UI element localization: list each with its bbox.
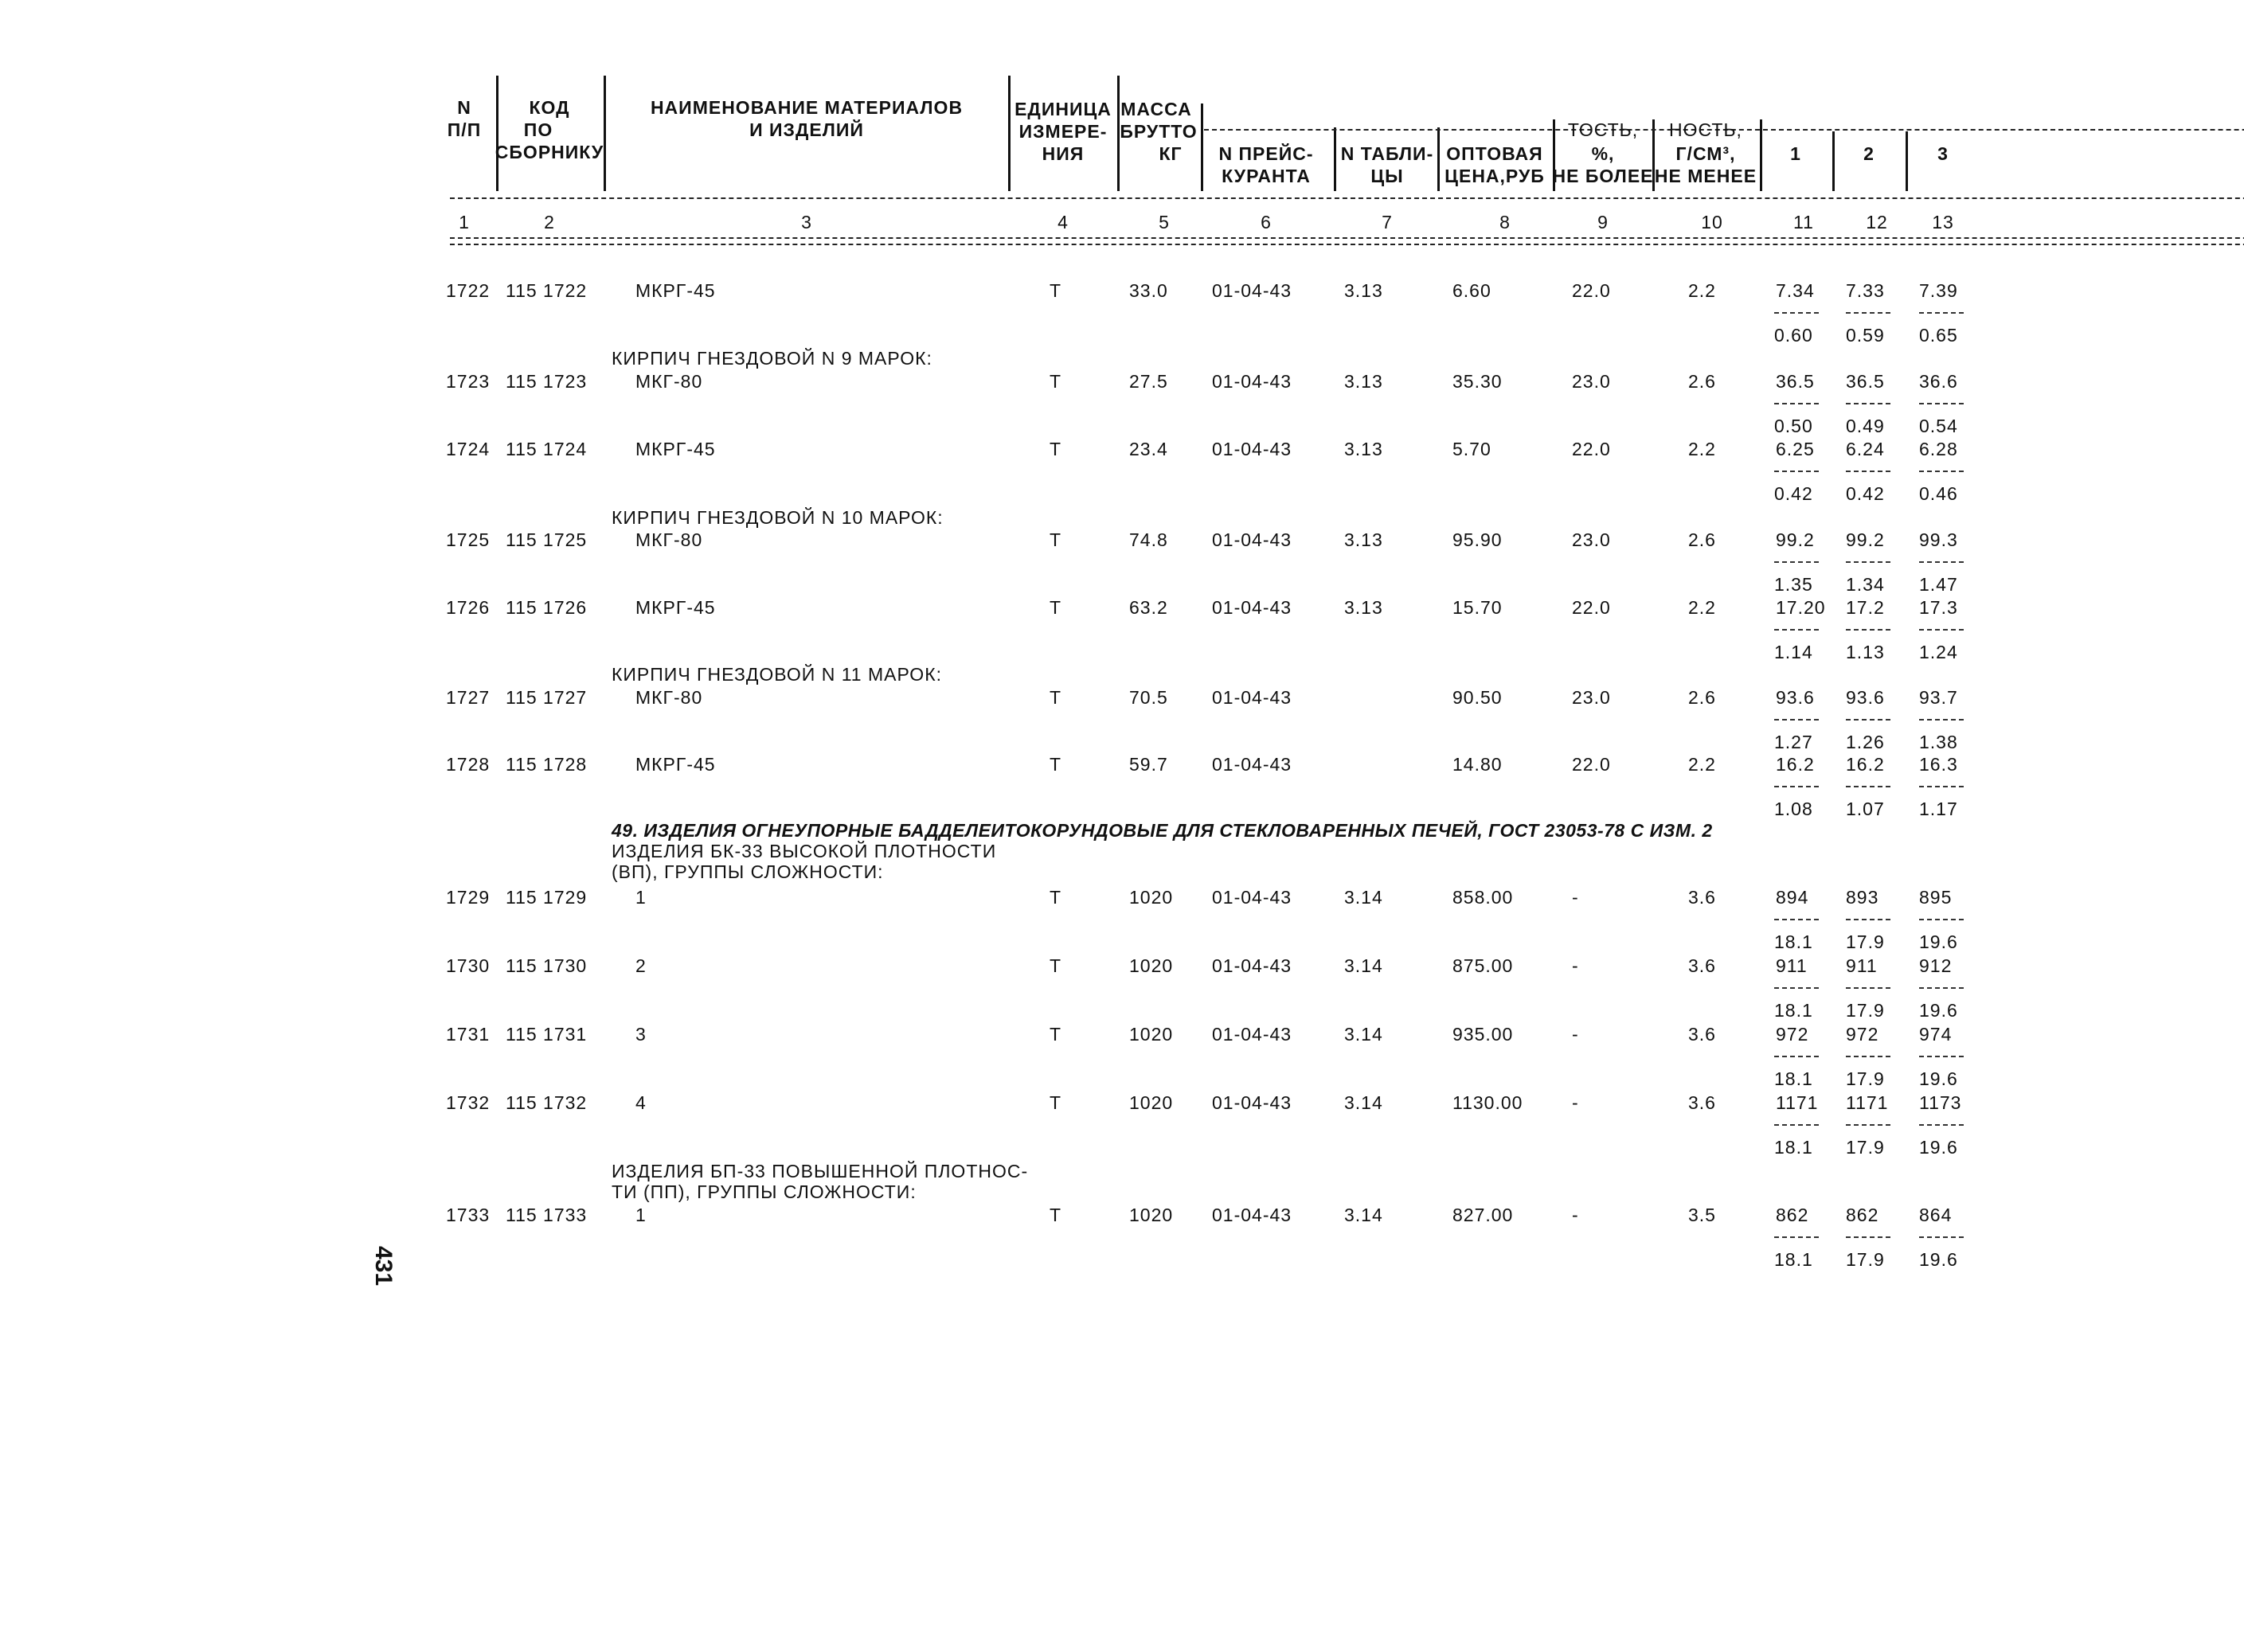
header-divider [450, 197, 2244, 199]
cell-name: МКРГ-45 [635, 597, 716, 618]
cell-p3: 93.7 [1919, 687, 1958, 708]
fraction-divider [1919, 1056, 1964, 1057]
cell-porosity: 22.0 [1572, 439, 1611, 459]
header-col9: %, [1591, 143, 1615, 164]
cell-price: 935.00 [1452, 1024, 1514, 1045]
cell-p1: 36.5 [1776, 371, 1815, 392]
header-separator [496, 76, 498, 191]
cell-p3: 17.3 [1919, 597, 1958, 618]
fraction-divider [1846, 719, 1890, 721]
fraction-divider [1919, 987, 1964, 989]
group-heading: КИРПИЧ ГНЕЗДОВОЙ N 11 МАРОК: [612, 664, 942, 685]
cell-q1: 18.1 [1774, 931, 1813, 952]
cell-density: 3.6 [1688, 1092, 1716, 1113]
cell-q3: 1.17 [1919, 799, 1958, 819]
fraction-divider [1846, 471, 1890, 472]
cell-price-list: 01-04-43 [1212, 1024, 1292, 1045]
cell-porosity: - [1572, 1092, 1579, 1113]
fraction-divider [1774, 629, 1819, 631]
cell-p1: 17.20 [1776, 597, 1826, 618]
cell-q2: 1.13 [1846, 642, 1885, 662]
cell-p1: 93.6 [1776, 687, 1815, 708]
cell-mass: 33.0 [1129, 280, 1168, 301]
cell-n: 1732 [446, 1092, 491, 1113]
cell-price-list: 01-04-43 [1212, 887, 1292, 908]
cell-n: 1728 [446, 754, 491, 775]
column-number: 1 [459, 212, 470, 232]
cell-name: МКРГ-45 [635, 754, 716, 775]
cell-mass: 1020 [1129, 1205, 1174, 1225]
cell-density: 2.6 [1688, 687, 1716, 708]
cell-price: 827.00 [1452, 1205, 1514, 1225]
cell-p2: 972 [1846, 1024, 1879, 1045]
group-heading: КИРПИЧ ГНЕЗДОВОЙ N 10 МАРОК: [612, 507, 944, 528]
cell-q1: 18.1 [1774, 1249, 1813, 1270]
header-divider [450, 244, 2244, 245]
fraction-divider [1846, 403, 1890, 404]
cell-density: 2.6 [1688, 529, 1716, 550]
header-separator [1008, 76, 1011, 191]
cell-table: 3.14 [1344, 887, 1383, 908]
cell-porosity: - [1572, 1024, 1579, 1045]
cell-n: 1731 [446, 1024, 491, 1045]
column-number: 6 [1261, 212, 1272, 232]
group-heading: ИЗДЕЛИЯ БК-33 ВЫСОКОЙ ПЛОТНОСТИ [612, 841, 997, 861]
cell-q2: 17.9 [1846, 931, 1885, 952]
cell-code: 115 1732 [506, 1092, 588, 1113]
cell-q1: 0.42 [1774, 483, 1813, 504]
header-col7: N ТАБЛИ- [1340, 143, 1434, 164]
cell-table: 3.14 [1344, 955, 1383, 976]
cell-table: 3.14 [1344, 1205, 1383, 1225]
cell-q2: 17.9 [1846, 1137, 1885, 1158]
cell-p2: 911 [1846, 955, 1878, 976]
header-col6: КУРАНТА [1222, 166, 1311, 186]
cell-p1: 862 [1776, 1205, 1809, 1225]
cell-name: 1 [635, 887, 647, 908]
cell-unit: Т [1050, 280, 1062, 301]
page-number: 431 [370, 1246, 397, 1287]
cell-mass: 27.5 [1129, 371, 1168, 392]
header-col10: Г/СМ³, [1675, 143, 1736, 164]
section-title: 49. ИЗДЕЛИЯ ОГНЕУПОРНЫЕ БАДДЕЛЕИТОКОРУНДОВЫЕ ДЛЯ СТЕКЛОВАРЕННЫХ ПЕЧЕЙ, ГОСТ 23053-78 С ИЗМ. 2 [612, 820, 1713, 841]
cell-porosity: 23.0 [1572, 687, 1611, 708]
header-col5: КГ [1159, 143, 1183, 164]
cell-unit: Т [1050, 955, 1062, 976]
cell-price: 6.60 [1452, 280, 1491, 301]
cell-density: 3.6 [1688, 955, 1716, 976]
cell-price-list: 01-04-43 [1212, 597, 1292, 618]
cell-porosity: - [1572, 955, 1579, 976]
cell-q1: 18.1 [1774, 1000, 1813, 1021]
cell-table: 3.14 [1344, 1092, 1383, 1113]
cell-unit: Т [1050, 887, 1062, 908]
cell-unit: Т [1050, 371, 1062, 392]
fraction-divider [1774, 561, 1819, 563]
header-separator [1334, 127, 1336, 191]
header-separator [604, 76, 606, 191]
column-number: 2 [544, 212, 555, 232]
cell-p2: 36.5 [1846, 371, 1885, 392]
cell-p3: 36.6 [1919, 371, 1958, 392]
header-divider [450, 237, 2244, 239]
fraction-divider [1774, 1236, 1819, 1238]
cell-unit: Т [1050, 1092, 1062, 1113]
cell-unit: Т [1050, 529, 1062, 550]
cell-unit: Т [1050, 439, 1062, 459]
fraction-divider [1919, 629, 1964, 631]
cell-name: МКРГ-45 [635, 439, 716, 459]
cell-p3: 99.3 [1919, 529, 1958, 550]
cell-price-list: 01-04-43 [1212, 955, 1292, 976]
fraction-divider [1919, 471, 1964, 472]
cell-porosity: 22.0 [1572, 754, 1611, 775]
header-col10: НЕ МЕНЕЕ [1654, 166, 1757, 186]
cell-n: 1727 [446, 687, 491, 708]
cell-mass: 74.8 [1129, 529, 1168, 550]
header-col2: КОД [529, 97, 570, 118]
cell-p1: 6.25 [1776, 439, 1815, 459]
cell-p3: 16.3 [1919, 754, 1958, 775]
cell-n: 1723 [446, 371, 491, 392]
header-col12: 2 [1863, 143, 1875, 164]
cell-unit: Т [1050, 597, 1062, 618]
cell-code: 115 1722 [506, 280, 588, 301]
cell-n: 1730 [446, 955, 491, 976]
cell-table: 3.13 [1344, 371, 1383, 392]
column-number: 3 [801, 212, 812, 232]
cell-p3: 912 [1919, 955, 1953, 976]
cell-code: 115 1723 [506, 371, 588, 392]
header-col3: НАИМЕНОВАНИЕ МАТЕРИАЛОВ [650, 97, 964, 118]
column-number: 11 [1793, 212, 1814, 232]
fraction-divider [1774, 312, 1819, 314]
fraction-divider [1774, 1056, 1819, 1057]
cell-q1: 1.35 [1774, 574, 1813, 595]
header-col1: П/П [447, 119, 482, 140]
cell-q3: 1.47 [1919, 574, 1958, 595]
cell-price-list: 01-04-43 [1212, 687, 1292, 708]
fraction-divider [1846, 786, 1890, 787]
cell-p3: 864 [1919, 1205, 1953, 1225]
cell-price: 15.70 [1452, 597, 1503, 618]
header-col9: НЕ БОЛЕЕ [1552, 166, 1654, 186]
cell-table: 3.13 [1344, 529, 1383, 550]
cell-p1: 7.34 [1776, 280, 1815, 301]
cell-unit: Т [1050, 687, 1062, 708]
fraction-divider [1846, 1056, 1890, 1057]
fraction-divider [1919, 786, 1964, 787]
cell-n: 1726 [446, 597, 491, 618]
cell-q1: 18.1 [1774, 1137, 1813, 1158]
header-col7: ЦЫ [1370, 166, 1404, 186]
cell-mass: 1020 [1129, 887, 1174, 908]
cell-q3: 19.6 [1919, 1068, 1958, 1089]
cell-n: 1725 [446, 529, 491, 550]
column-number: 13 [1932, 212, 1954, 232]
cell-code: 115 1733 [506, 1205, 588, 1225]
cell-porosity: - [1572, 887, 1579, 908]
header-separator [1906, 131, 1908, 191]
cell-q3: 19.6 [1919, 1249, 1958, 1270]
column-number: 9 [1597, 212, 1609, 232]
fraction-divider [1774, 919, 1819, 920]
cell-p3: 895 [1919, 887, 1953, 908]
cell-name: 4 [635, 1092, 647, 1113]
cell-price-list: 01-04-43 [1212, 371, 1292, 392]
fraction-divider [1774, 987, 1819, 989]
cell-q2: 0.42 [1846, 483, 1885, 504]
cell-n: 1729 [446, 887, 491, 908]
cell-q1: 1.27 [1774, 732, 1813, 752]
cell-price: 1130.00 [1452, 1092, 1523, 1113]
cell-n: 1733 [446, 1205, 491, 1225]
cell-mass: 63.2 [1129, 597, 1168, 618]
cell-code: 115 1731 [506, 1024, 588, 1045]
cell-n: 1722 [446, 280, 491, 301]
fraction-divider [1919, 1236, 1964, 1238]
cell-q1: 18.1 [1774, 1068, 1813, 1089]
column-number: 7 [1382, 212, 1393, 232]
cell-code: 115 1730 [506, 955, 588, 976]
column-number: 8 [1499, 212, 1511, 232]
cell-density: 2.2 [1688, 754, 1716, 775]
cell-p1: 911 [1776, 955, 1808, 976]
cell-name: МКГ-80 [635, 529, 703, 550]
cell-q2: 1.34 [1846, 574, 1885, 595]
cell-mass: 1020 [1129, 955, 1174, 976]
cell-p2: 16.2 [1846, 754, 1885, 775]
cell-unit: Т [1050, 754, 1062, 775]
cell-table: 3.13 [1344, 439, 1383, 459]
cell-q2: 0.59 [1846, 325, 1885, 346]
cell-p1: 1171 [1776, 1092, 1819, 1113]
header-separator [1832, 131, 1835, 191]
cell-p2: 99.2 [1846, 529, 1885, 550]
cell-density: 3.6 [1688, 887, 1716, 908]
fraction-divider [1919, 1124, 1964, 1126]
fraction-divider [1919, 403, 1964, 404]
cell-price-list: 01-04-43 [1212, 1205, 1292, 1225]
header-separator [1437, 127, 1440, 191]
cell-p1: 99.2 [1776, 529, 1815, 550]
cell-price-list: 01-04-43 [1212, 754, 1292, 775]
fraction-divider [1846, 1124, 1890, 1126]
cell-p2: 893 [1846, 887, 1879, 908]
cell-q2: 17.9 [1846, 1249, 1885, 1270]
fraction-divider [1846, 987, 1890, 989]
header-col4: ИЗМЕРЕ- [1018, 121, 1108, 142]
fraction-divider [1774, 719, 1819, 721]
cell-q3: 0.54 [1919, 416, 1958, 436]
cell-mass: 23.4 [1129, 439, 1168, 459]
fraction-divider [1919, 719, 1964, 721]
header-separator [1201, 103, 1203, 191]
cell-name: МКГ-80 [635, 371, 703, 392]
cell-density: 2.2 [1688, 597, 1716, 618]
cell-price: 95.90 [1452, 529, 1503, 550]
cell-p1: 16.2 [1776, 754, 1815, 775]
header-col5: МАССА [1120, 99, 1192, 119]
header-col5: БРУТТО [1120, 121, 1198, 142]
cell-price: 858.00 [1452, 887, 1514, 908]
cell-code: 115 1724 [506, 439, 588, 459]
cell-p3: 7.39 [1919, 280, 1958, 301]
cell-code: 115 1728 [506, 754, 588, 775]
fraction-divider [1846, 629, 1890, 631]
cell-q1: 1.08 [1774, 799, 1813, 819]
fraction-divider [1846, 1236, 1890, 1238]
cell-q1: 0.60 [1774, 325, 1813, 346]
cell-p1: 894 [1776, 887, 1809, 908]
cell-price-list: 01-04-43 [1212, 1092, 1292, 1113]
column-number: 12 [1866, 212, 1888, 232]
cell-density: 3.5 [1688, 1205, 1716, 1225]
fraction-divider [1919, 919, 1964, 920]
cell-name: МКРГ-45 [635, 280, 716, 301]
cell-name: 2 [635, 955, 647, 976]
cell-price: 5.70 [1452, 439, 1491, 459]
cell-p2: 1171 [1846, 1092, 1889, 1113]
cell-code: 115 1729 [506, 887, 588, 908]
cell-price-list: 01-04-43 [1212, 280, 1292, 301]
cell-unit: Т [1050, 1205, 1062, 1225]
fraction-divider [1774, 403, 1819, 404]
cell-q3: 1.24 [1919, 642, 1958, 662]
cell-density: 2.6 [1688, 371, 1716, 392]
fraction-divider [1846, 919, 1890, 920]
group-heading: (ВП), ГРУППЫ СЛОЖНОСТИ: [612, 861, 884, 882]
cell-p2: 862 [1846, 1205, 1879, 1225]
cell-table: 3.13 [1344, 280, 1383, 301]
group-heading: ИЗДЕЛИЯ БП-33 ПОВЫШЕННОЙ ПЛОТНОС- [612, 1161, 1029, 1181]
cell-price: 14.80 [1452, 754, 1503, 775]
header-col10: НОСТЬ, [1669, 119, 1742, 140]
cell-porosity: 22.0 [1572, 280, 1611, 301]
cell-porosity: 23.0 [1572, 529, 1611, 550]
column-number: 10 [1701, 212, 1723, 232]
header-col4: ЕДИНИЦА [1014, 99, 1112, 119]
cell-q3: 19.6 [1919, 1137, 1958, 1158]
fraction-divider [1846, 561, 1890, 563]
cell-table: 3.14 [1344, 1024, 1383, 1045]
header-col3: И ИЗДЕЛИЙ [749, 119, 864, 140]
cell-price: 35.30 [1452, 371, 1503, 392]
header-col6: N ПРЕЙС- [1218, 143, 1314, 164]
column-number: 5 [1159, 212, 1170, 232]
cell-q3: 19.6 [1919, 1000, 1958, 1021]
cell-unit: Т [1050, 1024, 1062, 1045]
cell-price-list: 01-04-43 [1212, 529, 1292, 550]
cell-mass: 59.7 [1129, 754, 1168, 775]
cell-density: 3.6 [1688, 1024, 1716, 1045]
cell-code: 115 1726 [506, 597, 588, 618]
cell-name: 3 [635, 1024, 647, 1045]
cell-porosity: 22.0 [1572, 597, 1611, 618]
column-number: 4 [1057, 212, 1069, 232]
cell-porosity: - [1572, 1205, 1579, 1225]
cell-q2: 17.9 [1846, 1000, 1885, 1021]
fraction-divider [1919, 561, 1964, 563]
fraction-divider [1774, 471, 1819, 472]
cell-price-list: 01-04-43 [1212, 439, 1292, 459]
fraction-divider [1846, 312, 1890, 314]
cell-p2: 6.24 [1846, 439, 1885, 459]
cell-p3: 974 [1919, 1024, 1953, 1045]
header-col1: N [457, 97, 471, 118]
header-col13: 3 [1937, 143, 1949, 164]
cell-q3: 1.38 [1919, 732, 1958, 752]
cell-p1: 972 [1776, 1024, 1809, 1045]
fraction-divider [1774, 786, 1819, 787]
cell-q2: 1.07 [1846, 799, 1885, 819]
cell-p2: 17.2 [1846, 597, 1885, 618]
header-col11: 1 [1790, 143, 1801, 164]
header-col8: ЦЕНА,РУБ [1445, 166, 1545, 186]
cell-q2: 17.9 [1846, 1068, 1885, 1089]
cell-q2: 0.49 [1846, 416, 1885, 436]
group-heading: КИРПИЧ ГНЕЗДОВОЙ N 9 МАРОК: [612, 348, 932, 369]
cell-density: 2.2 [1688, 280, 1716, 301]
cell-code: 115 1727 [506, 687, 588, 708]
cell-code: 115 1725 [506, 529, 588, 550]
cell-price: 875.00 [1452, 955, 1514, 976]
cell-price: 90.50 [1452, 687, 1503, 708]
group-heading: ТИ (ПП), ГРУППЫ СЛОЖНОСТИ: [612, 1181, 917, 1202]
header-col4: НИЯ [1042, 143, 1085, 164]
cell-p3: 6.28 [1919, 439, 1958, 459]
cell-p2: 7.33 [1846, 280, 1885, 301]
cell-mass: 70.5 [1129, 687, 1168, 708]
header-col2: СБОРНИКУ [495, 142, 604, 162]
fraction-divider [1774, 1124, 1819, 1126]
cell-q1: 0.50 [1774, 416, 1813, 436]
cell-p2: 93.6 [1846, 687, 1885, 708]
cell-n: 1724 [446, 439, 491, 459]
cell-mass: 1020 [1129, 1092, 1174, 1113]
cell-table: 3.13 [1344, 597, 1383, 618]
cell-name: 1 [635, 1205, 647, 1225]
cell-porosity: 23.0 [1572, 371, 1611, 392]
header-col8: ОПТОВАЯ [1446, 143, 1543, 164]
cell-name: МКГ-80 [635, 687, 703, 708]
cell-p3: 1173 [1919, 1092, 1962, 1113]
cell-mass: 1020 [1129, 1024, 1174, 1045]
cell-q3: 19.6 [1919, 931, 1958, 952]
cell-q3: 0.46 [1919, 483, 1958, 504]
cell-density: 2.2 [1688, 439, 1716, 459]
header-col9: ТОСТЬ, [1567, 119, 1639, 140]
cell-q2: 1.26 [1846, 732, 1885, 752]
cell-q3: 0.65 [1919, 325, 1958, 346]
cell-q1: 1.14 [1774, 642, 1813, 662]
fraction-divider [1919, 312, 1964, 314]
header-col2: ПО [523, 119, 553, 140]
